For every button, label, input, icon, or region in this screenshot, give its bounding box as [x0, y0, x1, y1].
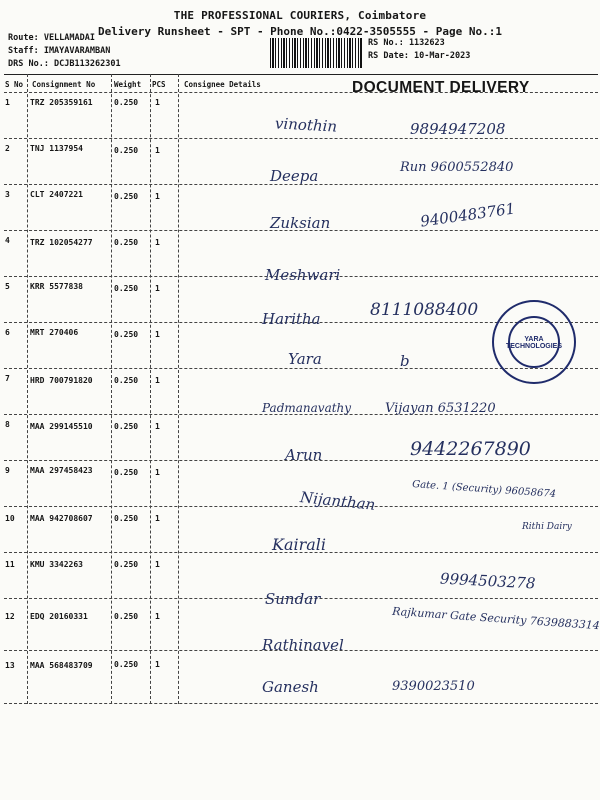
handwritten-name: vinothin [274, 114, 338, 136]
company-stamp [492, 300, 576, 384]
row-weight: 0.250 [114, 284, 139, 293]
staff-label: Staff: IMAYAVARAMBAN [8, 46, 111, 56]
handwritten-name: Deepa [270, 167, 319, 185]
row-sno: 5 [5, 282, 10, 291]
row-consignment: TRZ 205359161 [30, 98, 93, 107]
row-pcs: 1 [155, 376, 160, 385]
document-delivery-stamp: DOCUMENT DELIVERY [352, 79, 530, 96]
company-title: THE PROFESSIONAL COURIERS, Coimbatore [173, 9, 427, 22]
col-header-consignee: Consignee Details [184, 80, 261, 89]
row-weight: 0.250 [114, 330, 139, 339]
handwritten-name: Ganesh [262, 678, 319, 696]
handwritten-name: Sundar [265, 590, 321, 608]
row-consignment: KMU 3342263 [30, 560, 83, 569]
rs-number: RS No.: 1132623 [368, 38, 445, 48]
row-sno: 8 [5, 420, 10, 429]
handwritten-note: b [400, 352, 410, 370]
row-pcs: 1 [155, 514, 160, 523]
col-divider [27, 74, 28, 704]
col-divider [111, 74, 112, 704]
row-sno: 4 [5, 236, 10, 245]
row-sno: 3 [5, 190, 10, 199]
drs-label: DRS No.: DCJB113262301 [8, 59, 121, 69]
handwritten-phone: 9442267890 [410, 438, 531, 460]
row-weight: 0.250 [114, 422, 139, 431]
handwritten-note: Rajkumar Gate Security 7639883314 [391, 604, 600, 633]
handwritten-name: Haritha [262, 310, 321, 328]
row-weight: 0.250 [114, 192, 139, 201]
row-weight: 0.250 [114, 612, 139, 621]
row-pcs: 1 [155, 422, 160, 431]
barcode [270, 38, 362, 68]
handwritten-note: Vijayan 6531220 [385, 401, 496, 416]
row-sno: 9 [5, 466, 10, 475]
row-pcs: 1 [155, 98, 160, 107]
row-pcs: 1 [155, 560, 160, 569]
row-sno: 6 [5, 328, 10, 337]
handwritten-phone: 9894947208 [410, 120, 506, 138]
row-weight: 0.250 [114, 560, 139, 569]
row-pcs: 1 [155, 660, 160, 669]
row-weight: 0.250 [114, 660, 139, 669]
row-consignment: CLT 2407221 [30, 190, 83, 199]
row-pcs: 1 [155, 146, 160, 155]
handwritten-name: Zuksian [270, 214, 331, 232]
row-sno: 10 [5, 514, 15, 523]
handwritten-name: Nijanthan [299, 488, 377, 514]
table-header-border [4, 92, 598, 93]
row-consignment: KRR 5577838 [30, 282, 83, 291]
row-separator [4, 138, 598, 139]
col-header-sno: S No [5, 80, 24, 89]
col-header-pcs: PCS [152, 80, 166, 89]
row-consignment: MRT 270406 [30, 328, 79, 337]
row-weight: 0.250 [114, 376, 139, 385]
runsheet-title: Delivery Runsheet - SPT - Phone No.:0422-3505555 - Page No.:1 [98, 25, 502, 38]
route-label: Route: VELLAMADAI [8, 33, 95, 43]
row-separator [4, 703, 598, 704]
row-consignment: HRD 700791820 [30, 376, 93, 385]
row-pcs: 1 [155, 330, 160, 339]
table-top-border [4, 74, 598, 75]
row-consignment: MAA 299145510 [30, 422, 93, 431]
row-sno: 2 [5, 144, 10, 153]
col-divider [150, 74, 151, 704]
row-sno: 7 [5, 374, 10, 383]
handwritten-note: Rithi Dairy [522, 522, 572, 532]
row-weight: 0.250 [114, 514, 139, 523]
row-weight: 0.250 [114, 468, 139, 477]
rs-date: RS Date: 10-Mar-2023 [368, 51, 471, 61]
row-weight: 0.250 [114, 98, 139, 107]
col-header-consignment: Consignment No [32, 80, 96, 89]
handwritten-name: Arun [285, 446, 323, 464]
row-consignment: TNJ 1137954 [30, 144, 83, 153]
row-sno: 12 [5, 612, 15, 621]
handwritten-phone: 8111088400 [370, 300, 479, 320]
handwritten-name: Rathinavel [262, 636, 344, 654]
row-pcs: 1 [155, 238, 160, 247]
row-pcs: 1 [155, 284, 160, 293]
row-consignment: EDQ 20160331 [30, 612, 88, 621]
handwritten-name: Padmanavathy [262, 401, 352, 415]
row-pcs: 1 [155, 192, 160, 201]
row-sno: 11 [5, 560, 15, 569]
row-pcs: 1 [155, 468, 160, 477]
handwritten-phone: Run 9600552840 [400, 160, 514, 175]
handwritten-name: Yara [288, 350, 322, 368]
handwritten-name: Meshwari [265, 266, 341, 284]
stamp-text: YARA TECHNOLOGIES [505, 336, 562, 350]
col-divider [178, 74, 179, 704]
row-consignment: MAA 942708607 [30, 514, 93, 523]
row-consignment: TRZ 102054277 [30, 238, 93, 247]
handwritten-phone: 9994503278 [439, 569, 536, 593]
col-header-weight: Weight [114, 80, 142, 89]
row-weight: 0.250 [114, 146, 139, 155]
row-consignment: MAA 568483709 [30, 661, 93, 670]
handwritten-phone: 9390023510 [392, 679, 475, 694]
row-pcs: 1 [155, 612, 160, 621]
row-sno: 1 [5, 98, 10, 107]
handwritten-phone: 9400483761 [419, 199, 517, 231]
row-consignment: MAA 297458423 [30, 466, 93, 475]
handwritten-name: Kairali [272, 535, 327, 554]
row-sno: 13 [5, 661, 15, 670]
handwritten-note: Gate. 1 (Security) 96058674 [411, 478, 557, 501]
row-weight: 0.250 [114, 238, 139, 247]
